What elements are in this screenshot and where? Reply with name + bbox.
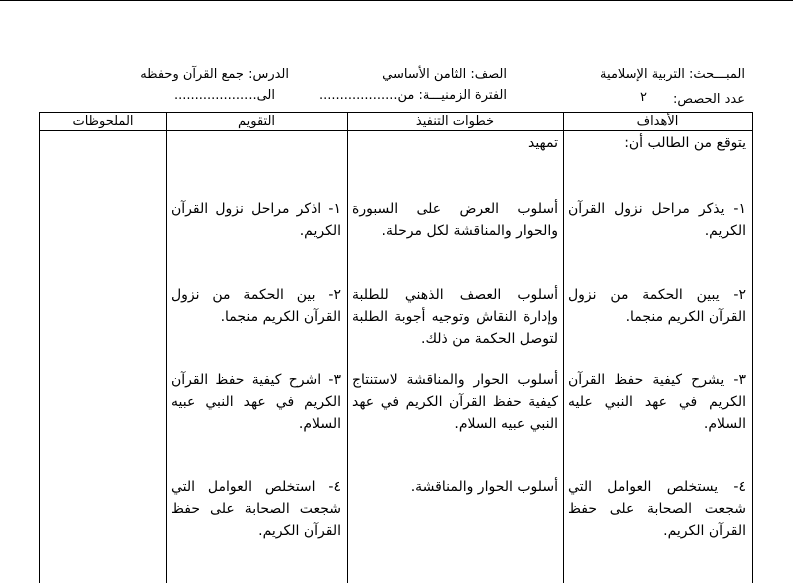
subject-label: المبـــحث: التربية الإسلامية bbox=[600, 67, 745, 82]
grade-label: الصف: الثامن الأساسي bbox=[382, 67, 507, 82]
column-header-steps: خطوات التنفيذ bbox=[415, 114, 495, 129]
lesson-label: الدرس: جمع القرآن وحفظه bbox=[140, 67, 289, 82]
step-1: أسلوب العرض على السبورة والحوار والمناقشة لكل مرحلة. bbox=[352, 201, 558, 239]
table-top-border bbox=[40, 112, 752, 113]
period-label: الفترة الزمنيـــة: من................... bbox=[318, 88, 507, 103]
step-2: أسلوب العصف الذهني للطلبة وإدارة النقاش وتوجيه أجوبة الطلبة لتوصل الحكمة من ذلك. bbox=[352, 287, 558, 347]
table-header-border bbox=[40, 130, 752, 131]
sessions-value: ٢ bbox=[640, 90, 647, 105]
evaluation-2: ٢- بين الحكمة من نزول القرآن الكريم منجما. bbox=[171, 287, 341, 325]
objective-2: ٢- يبين الحكمة من نزول القرآن الكريم منجما. bbox=[568, 287, 746, 325]
lesson-plan-table bbox=[39, 112, 753, 583]
evaluation-1: ١- اذكر مراحل نزول القرآن الكريم. bbox=[171, 201, 341, 239]
top-rule bbox=[0, 0, 793, 1]
column-divider bbox=[347, 112, 348, 583]
period-to-label: الى.................... bbox=[173, 88, 275, 103]
evaluation-4: ٤- استخلص العوامل التي شجعت الصحابة على حفظ القرآن الكريم. bbox=[171, 479, 341, 539]
objective-3: ٣- يشرح كيفية حفظ القرآن الكريم في عهد النبي عليه السلام. bbox=[568, 372, 746, 432]
column-header-notes: الملحوظات bbox=[72, 114, 134, 129]
objectives-intro: يتوقع من الطالب أن: bbox=[624, 135, 746, 151]
evaluation-3: ٣- اشرح كيفية حفظ القرآن الكريم في عهد النبي عبيه السلام. bbox=[171, 372, 341, 432]
step-3: أسلوب الحوار والمناقشة لاستنتاج كيفية حفظ القرآن الكريم في عهد النبي عبيه السلام. bbox=[352, 372, 558, 432]
objective-1: ١- يذكر مراحل نزول القرآن الكريم. bbox=[568, 201, 746, 239]
sessions-label: عدد الحصص: bbox=[672, 92, 745, 107]
steps-intro: تمهيد bbox=[527, 135, 558, 151]
column-header-evaluation: التقويم bbox=[237, 114, 276, 129]
column-divider bbox=[563, 112, 564, 583]
column-header-objectives: الأهداف bbox=[636, 114, 679, 129]
column-divider bbox=[166, 112, 167, 583]
step-4: أسلوب الحوار والمناقشة. bbox=[410, 479, 558, 495]
objective-4: ٤- يستخلص العوامل التي شجعت الصحابة على حفظ القرآن الكريم. bbox=[568, 479, 746, 539]
